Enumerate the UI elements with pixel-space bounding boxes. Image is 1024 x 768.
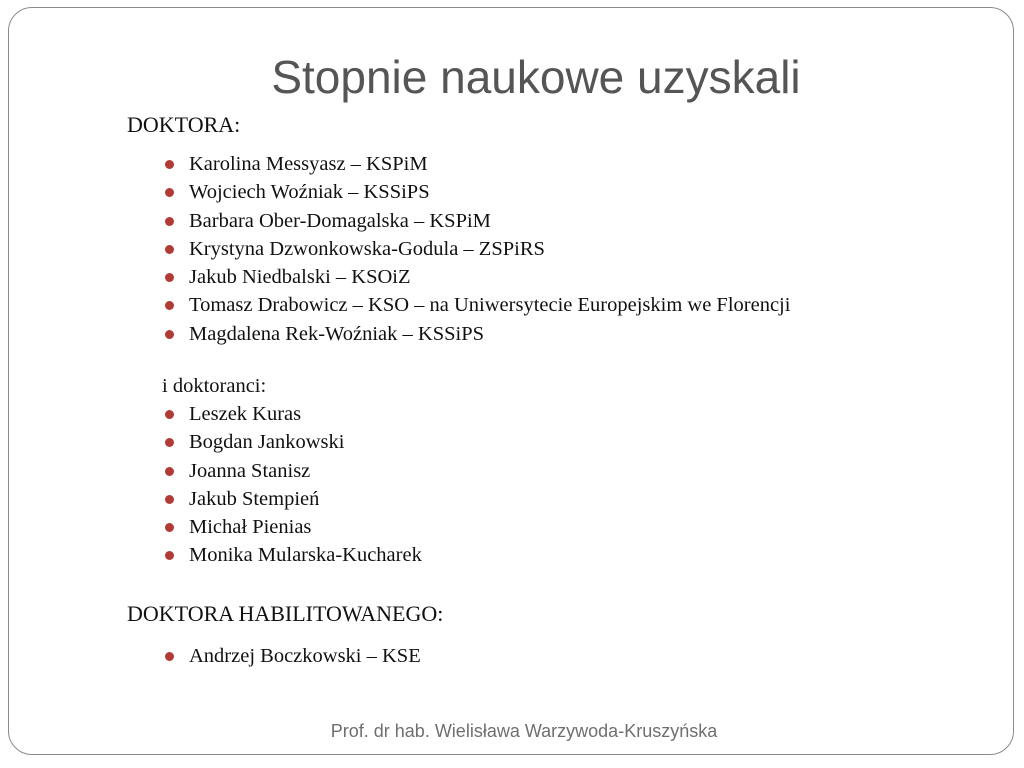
list-item (162, 266, 842, 288)
list-item-text: Barbara Ober-Domagalska – KSPiM (189, 209, 491, 232)
list-item-text: Krystyna Dzwonkowska-Godula – ZSPiRS (189, 237, 545, 260)
list-item (162, 403, 842, 425)
list-item-text: Tomasz Drabowicz – KSO – na Uniwersytecie Europejskim we Florencji (189, 294, 791, 317)
bullet-icon (165, 301, 174, 310)
bullet-icon (165, 523, 174, 532)
doktora-list (162, 153, 842, 351)
list-item-text: Wojciech Woźniak – KSSiPS (189, 181, 430, 204)
bullet-icon (165, 330, 174, 339)
list-item (162, 210, 842, 232)
list-item-text: Jakub Niedbalski – KSOiZ (189, 266, 411, 289)
list-item-text: Monika Mularska-Kucharek (189, 544, 422, 567)
list-item (162, 645, 842, 667)
list-item (162, 544, 842, 566)
list-item (162, 460, 842, 482)
bullet-icon (165, 273, 174, 282)
doctoral-students-label: i doktoranci: (162, 375, 267, 397)
list-item (162, 294, 842, 316)
bullet-icon (165, 217, 174, 226)
bullet-icon (165, 438, 174, 447)
list-item-text: Andrzej Boczkowski – KSE (189, 645, 421, 667)
list-item (162, 323, 842, 345)
bullet-icon (165, 652, 174, 661)
list-item (162, 153, 842, 175)
list-item (162, 516, 842, 538)
list-item (162, 488, 842, 510)
list-item-text: Karolina Messyasz – KSPiM (189, 153, 428, 175)
bullet-icon (165, 495, 174, 504)
list-item-text: Magdalena Rek-Woźniak – KSSiPS (189, 322, 484, 345)
slide-footer: Prof. dr hab. Wielisława Warzywoda-Kruszyńska (330, 721, 718, 741)
bullet-icon (165, 160, 174, 169)
list-item-text: Leszek Kuras (189, 403, 302, 425)
heading-habilitowanego: DOKTORA HABILITOWANEGO: (127, 601, 444, 626)
slide-title: Stopnie naukowe uzyskali (271, 51, 801, 103)
bullet-icon (165, 551, 174, 560)
habilitowanego-list (162, 645, 842, 673)
bullet-icon (165, 188, 174, 197)
list-item (162, 181, 842, 203)
doctoral-students-list (162, 403, 842, 573)
bullet-icon (165, 467, 174, 476)
list-item-text: Jakub Stempień (189, 487, 320, 510)
list-item (162, 238, 842, 260)
bullet-icon (165, 245, 174, 254)
list-item (162, 431, 842, 453)
list-item-text: Michał Pienias (189, 516, 312, 539)
heading-doktora: DOKTORA: (127, 112, 241, 137)
list-item-text: Joanna Stanisz (189, 459, 311, 482)
list-item-text: Bogdan Jankowski (189, 431, 345, 454)
bullet-icon (165, 410, 174, 419)
